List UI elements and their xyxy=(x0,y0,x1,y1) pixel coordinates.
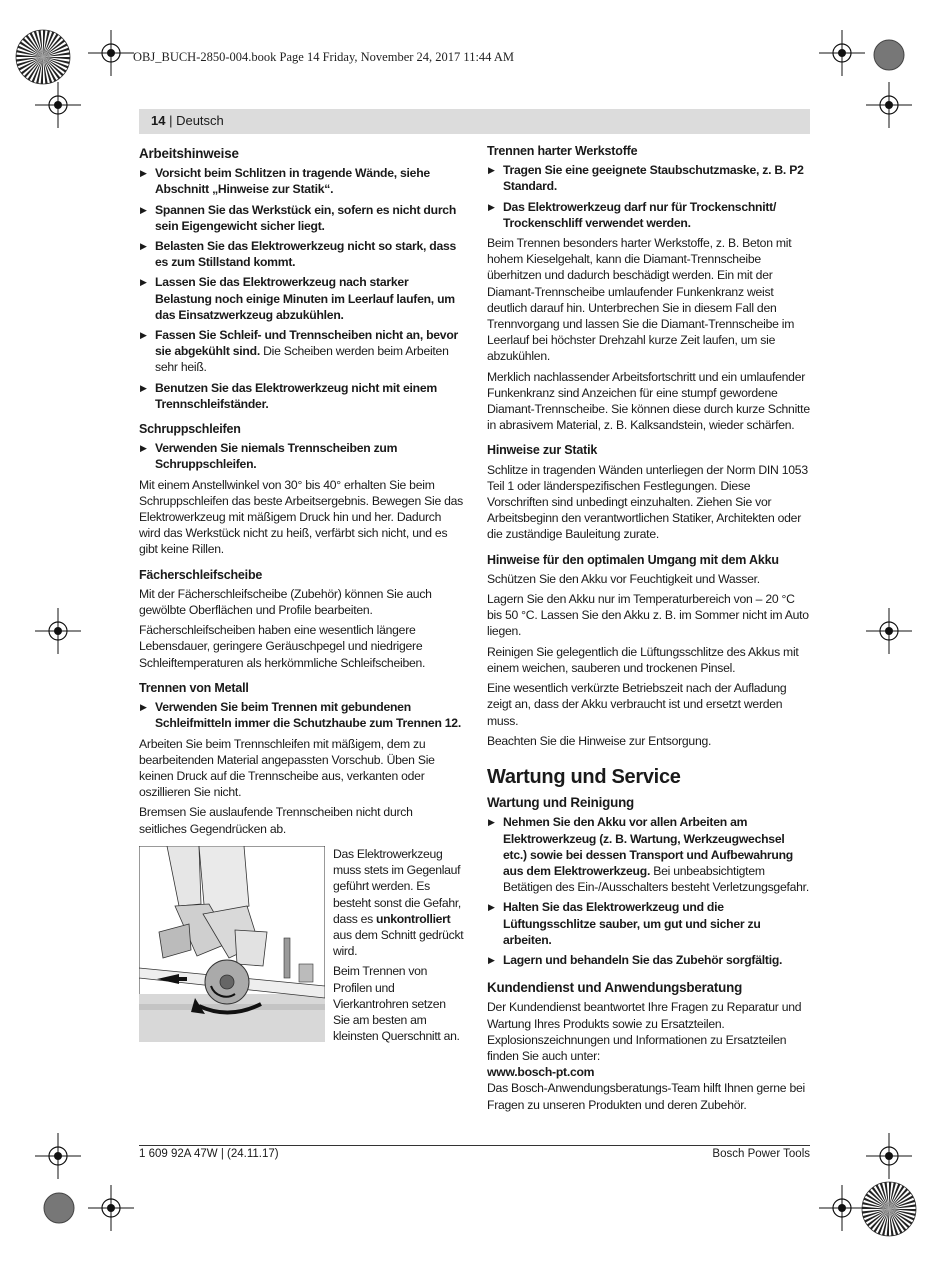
crosshair-mark-icon xyxy=(866,82,912,128)
paragraph: Beim Trennen von Profilen und Vierkantrohren setzen Sie am besten am kleinsten Querschnitt an. xyxy=(333,964,460,1044)
gray-disc-mark-icon xyxy=(873,39,905,71)
section-title-trennen-harter: Trennen harter Werkstoffe xyxy=(487,144,638,158)
bullet-item: ▶ Nehmen Sie den Akku vor allen Arbeiten am Elektrowerkzeug (z. B. Wartung, Werkzeugwechsel etc.) sowie bei dessen Transport und Aufbewahrung aus dem Elektrowerkzeug. Bei unbeabsichtigtem Betätigen des Ein-/Ausschalters besteht Verletzungsgefahr. xyxy=(488,815,809,895)
paragraph: Eine wesentlich verkürzte Betriebszeit nach der Aufladung zeigt an, dass der Akku verbraucht ist und ersetzt werden muss. xyxy=(487,681,787,728)
crosshair-mark-icon xyxy=(819,1185,865,1231)
paragraph: Lagern Sie den Akku nur im Temperaturbereich von – 20 °C bis 50 °C. Lassen Sie den Akku z. B. im Sommer nicht im Auto liegen. xyxy=(487,592,809,639)
crosshair-mark-icon xyxy=(35,82,81,128)
paragraph: Beachten Sie die Hinweise zur Entsorgung. xyxy=(487,733,712,748)
section-title-statik: Hinweise zur Statik xyxy=(487,443,598,458)
paragraph: Reinigen Sie gelegentlich die Lüftungsschlitze des Akkus mit einem weichen, sauberen und trockenen Pinsel. xyxy=(487,644,799,675)
section-heading-wartung-service: Wartung und Service xyxy=(487,765,681,788)
bullet-item: ▶ Verwenden Sie niemals Trennscheiben zum Schruppschleifen. xyxy=(140,441,398,472)
paragraph: Bremsen Sie auslaufende Trennscheiben nicht durch seitliches Gegendrücken ab. xyxy=(139,805,413,836)
registration-mark-icon xyxy=(14,28,72,86)
website-link[interactable]: www.bosch-pt.com xyxy=(487,1065,595,1080)
crosshair-mark-icon xyxy=(819,30,865,76)
triangle-bullet-icon: ▶ xyxy=(140,277,147,288)
registration-mark-icon xyxy=(860,1180,918,1238)
crosshair-mark-icon xyxy=(35,1133,81,1179)
gray-disc-mark-icon xyxy=(43,1192,75,1224)
paragraph: Schützen Sie den Akku vor Feuchtigkeit und Wasser. xyxy=(487,571,760,586)
paragraph: Merklich nachlassender Arbeitsfortschritt und ein umlaufender Funkenkranz sind Anzeichen für eine stumpf gewordene Diamant-Trennscheibe. Sie können diese durch kurze Schnitte in abrasivem Material, z. B. Kalksandstein, wieder schärfen. xyxy=(487,369,810,433)
bullet-item: ▶ Fassen Sie Schleif- und Trennscheiben nicht an, bevor sie abgekühlt sind. Die Scheiben werden beim Arbeiten sehr heiß. xyxy=(140,328,459,375)
section-title-akku: Hinweise für den optimalen Umgang mit dem Akku xyxy=(487,552,779,567)
cutting-illustration xyxy=(139,846,325,1042)
paragraph: Der Kundendienst beantwortet Ihre Fragen zu Reparatur und Wartung Ihres Produkts sowie zu Ersatzteilen. Explosionszeichnungen und Informationen zu Ersatzteilen finden Sie auch unter: xyxy=(487,1000,802,1063)
paragraph: Das Bosch-Anwendungsberatungs-Team hilft Ihnen gerne bei Fragen zu unseren Produkten und deren Zubehör. xyxy=(487,1081,805,1112)
bullet-item: ▶ Belasten Sie das Elektrowerkzeug nicht so stark, dass es zum Stillstand kommt. xyxy=(140,239,457,270)
bullet-item: ▶ Vorsicht beim Schlitzen in tragende Wände, siehe Abschnitt „Hinweise zur Statik“. xyxy=(140,166,430,197)
triangle-bullet-icon: ▶ xyxy=(488,201,495,212)
triangle-bullet-icon: ▶ xyxy=(140,443,147,454)
section-title-wartung-reinigung: Wartung und Reinigung xyxy=(487,795,635,811)
triangle-bullet-icon: ▶ xyxy=(140,382,147,393)
triangle-bullet-icon: ▶ xyxy=(140,702,147,713)
right-column xyxy=(487,143,810,1117)
bullet-item: ▶ Spannen Sie das Werkstück ein, sofern es nicht durch sein Eigengewicht sicher liegt. xyxy=(140,202,457,233)
page-label: 14 | Deutsch xyxy=(151,113,224,128)
paragraph: Das Elektrowerkzeug muss stets im Gegenlauf geführt werden. Es besteht sonst die Gefahr, dass es unkontrolliert aus dem Schnitt gedrückt wird. xyxy=(333,847,464,959)
crosshair-mark-icon xyxy=(88,30,134,76)
reinigung-list xyxy=(487,814,810,968)
bullet-item: ▶ Das Elektrowerkzeug darf nur für Trockenschnitt/ Trockenschliff verwendet werden. xyxy=(488,199,777,230)
triangle-bullet-icon: ▶ xyxy=(488,954,495,965)
bullet-item: ▶ Benutzen Sie das Elektrowerkzeug nicht mit einem Trennschleifständer. xyxy=(140,380,437,411)
crosshair-mark-icon xyxy=(35,608,81,654)
footer-code: 1 609 92A 47W | (24.11.17) xyxy=(139,1148,279,1160)
book-header: OBJ_BUCH-2850-004.book Page 14 Friday, November 24, 2017 11:44 AM xyxy=(133,50,514,64)
bullet-item: ▶ Lassen Sie das Elektrowerkzeug nach starker Belastung noch einige Minuten im Leerlauf laufen, um das Einsatzwerkzeug abzukühlen. xyxy=(140,275,455,322)
arbeitshinweise-list xyxy=(139,165,463,412)
triangle-bullet-icon: ▶ xyxy=(488,817,495,828)
crosshair-mark-icon xyxy=(866,608,912,654)
left-column xyxy=(139,143,463,841)
crosshair-mark-icon xyxy=(88,1185,134,1231)
bullet-item: ▶ Lagern und behandeln Sie das Zubehör sorgfältig. xyxy=(488,952,783,967)
paragraph: Beim Trennen besonders harter Werkstoffe, z. B. Beton mit hohem Kieselgehalt, kann die Diamant-Trennscheibe überhitzen und dadurch beschädigt werden. Ein mit der Diamant-Trennscheibe umlaufender Funkenkranz weist deutlich darauf hin. Unterbrechen Sie in diesem Fall den Trennvorgang und lassen Sie die Diamant-Trennscheibe im Leerlauf bei höchster Drehzahl kurze Zeit laufen, um sie abzukühlen. xyxy=(487,236,795,364)
triangle-bullet-icon: ▶ xyxy=(140,168,147,179)
paragraph: Arbeiten Sie beim Trennschleifen mit mäßigem, dem zu bearbeitenden Material angepassten Vorschub. Üben Sie keinen Druck auf die Trennscheibe aus, verkanten oder oszillieren Sie nicht. xyxy=(139,736,435,800)
paragraph: Mit der Fächerschleifscheibe (Zubehör) können Sie auch gewölbte Oberflächen und Profile bearbeiten. xyxy=(139,586,432,618)
akku-paragraphs xyxy=(487,571,810,749)
footer-brand: Bosch Power Tools xyxy=(712,1148,810,1160)
bullet-item: ▶ Halten Sie das Elektrowerkzeug und die Lüftungsschlitze sauber, um gut und sicher zu arbeiten. xyxy=(488,900,761,947)
page-number: 14 xyxy=(151,113,166,128)
section-title-faecherschleifscheibe: Fächerschleifscheibe xyxy=(139,567,263,582)
triangle-bullet-icon: ▶ xyxy=(488,165,495,176)
page-header-bar xyxy=(139,109,810,134)
bullet-item: ▶ Verwenden Sie beim Trennen mit gebundenen Schleifmitteln immer die Schutzhaube zum Trennen 12. xyxy=(140,700,461,731)
section-title-kundendienst: Kundendienst und Anwendungsberatung xyxy=(487,980,743,996)
harte-list xyxy=(487,162,810,231)
triangle-bullet-icon: ▶ xyxy=(140,330,147,341)
triangle-bullet-icon: ▶ xyxy=(140,204,147,215)
triangle-bullet-icon: ▶ xyxy=(140,241,147,252)
figure-caption xyxy=(333,846,465,1048)
triangle-bullet-icon: ▶ xyxy=(488,902,495,913)
footer-rule xyxy=(139,1145,810,1146)
crosshair-mark-icon xyxy=(866,1133,912,1179)
paragraph: Schlitze in tragenden Wänden unterliegen der Norm DIN 1053 Teil 1 oder länderspezifischen Festlegungen. Diese Vorschriften sind unbedingt einzuhalten. Ziehen Sie vor Arbeitsbeginn den verantwortlichen Statiker, Architekten oder die zuständige Bauleitung zurate. xyxy=(487,462,808,542)
bullet-item: ▶ Tragen Sie eine geeignete Staubschutzmaske, z. B. P2 Standard. xyxy=(488,163,804,194)
section-title-arbeitshinweise: Arbeitshinweise xyxy=(139,146,239,161)
paragraph: Mit einem Anstellwinkel von 30° bis 40° erhalten Sie beim Schruppschleifen das beste Arbeitsergebnis. Bewegen Sie das Elektrowerkzeug mit mäßigem Druck hin und her. Dadurch wird das Werkstück nicht zu heiß, verfärbt sich nicht, und es gibt keine Rillen. xyxy=(139,477,464,557)
section-title-schruppschleifen: Schruppschleifen xyxy=(139,422,241,437)
page-language: Deutsch xyxy=(176,113,224,128)
section-title-trennen-metall: Trennen von Metall xyxy=(139,680,249,695)
paragraph: Fächerschleifscheiben haben eine wesentlich längere Lebensdauer, geringere Geräuschpegel und niedrigere Schleiftemperaturen als herkömmliche Schleifscheiben. xyxy=(139,623,426,670)
